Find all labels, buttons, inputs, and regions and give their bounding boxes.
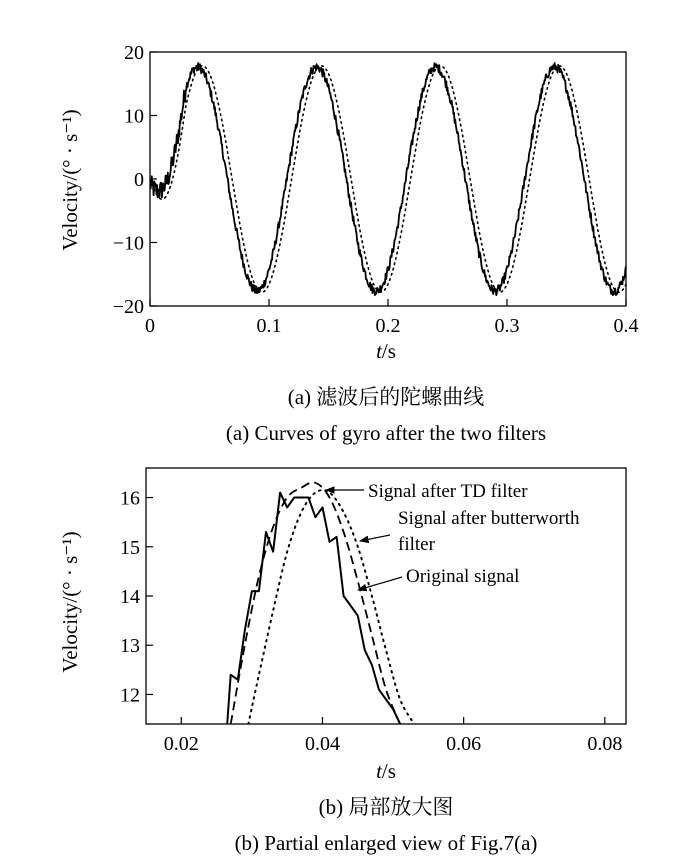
annotation-td: Signal after TD filter <box>368 481 528 502</box>
chart-b-ytick-label: 15 <box>120 536 140 559</box>
arrow-butterworth <box>360 535 390 541</box>
chart-a-xlabel: t/s <box>376 339 396 363</box>
annotation-butterworth-2: filter <box>398 534 435 555</box>
chart-a-ytick-label: −20 <box>112 296 144 318</box>
chart-a-xtick-label: 0.2 <box>375 315 401 337</box>
chart-b-caption-en: (b) Partial enlarged view of Fig.7(a) <box>234 831 538 855</box>
chart-a-ytick-label: 0 <box>134 169 144 191</box>
annotation-original: Original signal <box>406 566 520 587</box>
chart-a-caption-cn: (a) 滤波后的陀螺曲线 <box>287 385 485 409</box>
chart-a-xtick-label: 0.1 <box>256 315 282 337</box>
chart-a <box>58 42 639 445</box>
chart-b-ytick-label: 13 <box>120 635 140 658</box>
chart-b-frame <box>146 468 626 724</box>
chart-b-ylabel: Velocity/(° · s⁻¹) <box>58 531 82 673</box>
arrow-original <box>358 577 402 590</box>
chart-a-series-dotted <box>150 66 626 292</box>
chart-b <box>58 468 626 855</box>
chart-b-ytick-label: 12 <box>120 684 140 707</box>
annotation-butterworth-1: Signal after butterworth <box>398 508 580 529</box>
chart-b-xtick-label: 0.04 <box>304 733 340 755</box>
chart-a-ytick-label: −10 <box>112 232 144 255</box>
chart-b-xlabel: t/s <box>376 759 396 783</box>
chart-a-ytick-label: 20 <box>124 42 144 64</box>
chart-b-ytick-label: 16 <box>120 487 140 510</box>
chart-a-xtick-label: 0.3 <box>494 315 520 337</box>
chart-a-xtick-label: 0.4 <box>613 315 639 337</box>
chart-a-series-solid <box>150 63 626 295</box>
chart-a-caption-en: (a) Curves of gyro after the two filters <box>225 421 547 445</box>
chart-b-caption-cn: (b) 局部放大图 <box>318 795 454 819</box>
chart-b-xtick-label: 0.08 <box>587 733 623 755</box>
chart-b-xtick-label: 0.02 <box>163 733 199 755</box>
chart-b-xtick-label: 0.06 <box>446 733 482 755</box>
chart-a-ytick-label: 10 <box>124 105 144 128</box>
chart-a-xtick-label: 0 <box>145 315 155 337</box>
chart-b-ytick-label: 14 <box>120 586 140 608</box>
chart-a-ylabel: Velocity/(° · s⁻¹) <box>58 109 82 251</box>
